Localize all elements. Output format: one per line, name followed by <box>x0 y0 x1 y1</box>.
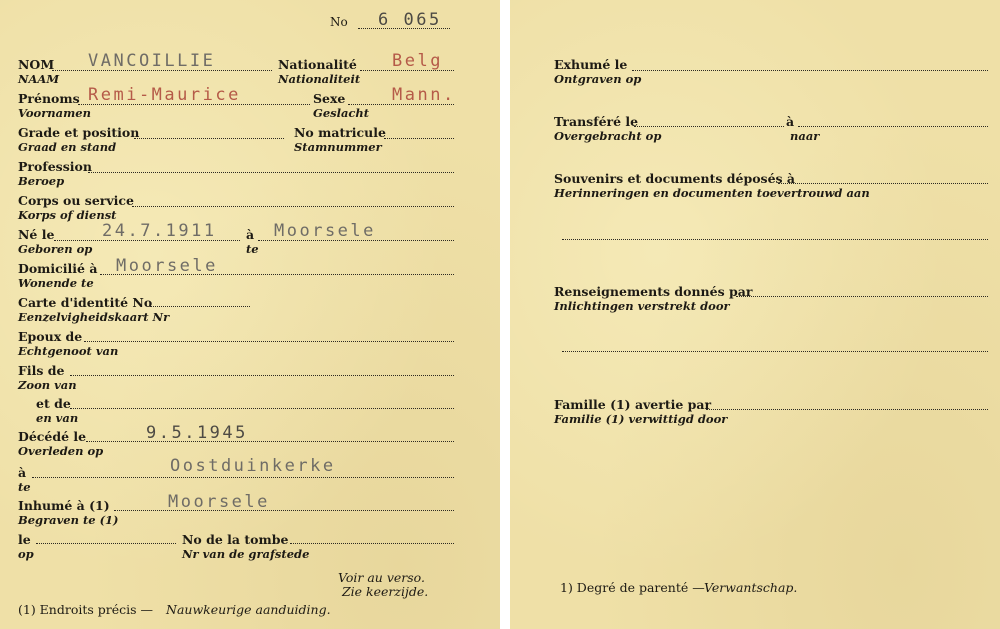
transfere-a-label: à <box>786 114 795 129</box>
matricule-label: No matricule <box>294 125 386 140</box>
voornamen-label: Voornamen <box>18 106 91 120</box>
epoux-label: Epoux de <box>18 329 83 344</box>
graad-label: Graad en stand <box>18 140 117 154</box>
geslacht-label: Geslacht <box>313 106 370 120</box>
prenoms-label: Prénoms <box>18 91 80 106</box>
domicile-label: Domicilié à <box>18 261 98 276</box>
echtgenoot-label: Echtgenoot van <box>18 344 119 358</box>
birth-te-label: te <box>246 242 259 256</box>
ne-value: 24.7.1911 <box>102 221 217 241</box>
beroep-label: Beroep <box>18 174 65 188</box>
deathplace-value: Oostduinkerke <box>170 456 336 476</box>
etde-label: et de <box>36 396 71 411</box>
profession-label: Profession <box>18 159 92 174</box>
renseignements-label: Renseignements donnés par <box>554 284 753 299</box>
exhume-label: Exhumé le <box>554 57 628 72</box>
verso-fr-text: Voir au verso. <box>338 570 425 585</box>
le-label: le <box>18 532 31 547</box>
nationaliteit-label: Nationaliteit <box>278 72 361 86</box>
record-card-back <box>510 0 1000 629</box>
number-value: 6 065 <box>378 10 442 30</box>
death-a-label: à <box>18 465 27 480</box>
carte-label: Carte d'identité No <box>18 295 153 310</box>
zoon-label: Zoon van <box>18 378 77 392</box>
number-line <box>358 28 450 29</box>
nationalite-value: Belg <box>392 51 443 71</box>
birth-a-label: à <box>246 227 255 242</box>
inlichtingen-label: Inlichtingen verstrekt door <box>554 299 730 313</box>
nationalite-label: Nationalité <box>278 57 357 72</box>
grafstede-label: Nr van de grafstede <box>182 547 310 561</box>
right-footnote-fr: 1) Degré de parenté — <box>560 580 705 595</box>
geboren-label: Geboren op <box>18 242 93 256</box>
inhume-value: Moorsele <box>168 492 270 512</box>
famille-label: Famille (1) avertie par <box>554 397 712 412</box>
grade-label: Grade et position <box>18 125 140 140</box>
domicile-value: Moorsele <box>116 256 218 276</box>
wonende-label: Wonende te <box>18 276 94 290</box>
stamnummer-label: Stamnummer <box>294 140 382 154</box>
inhume-label: Inhumé à (1) <box>18 498 110 513</box>
eenzelvigheidskaart-label: Eenzelvigheidskaart Nr <box>18 310 170 324</box>
transfere-label: Transféré le <box>554 114 639 129</box>
overgebracht-label: Overgebracht op <box>554 129 662 143</box>
souvenirs-label: Souvenirs et documents déposés à <box>554 171 796 186</box>
left-footnote-nl: Nauwkeurige aanduiding. <box>166 602 331 617</box>
fils-label: Fils de <box>18 363 65 378</box>
ontgraven-label: Ontgraven op <box>554 72 642 86</box>
number-label: No <box>330 15 348 29</box>
korps-label: Korps of dienst <box>18 208 117 222</box>
corps-label: Corps ou service <box>18 193 134 208</box>
death-te-label: te <box>18 480 31 494</box>
decede-label: Décédé le <box>18 429 87 444</box>
verso-nl-text: Zie keerzijde. <box>342 584 429 599</box>
op-label: op <box>18 547 34 561</box>
nom-value: VANCOILLIE <box>88 51 216 71</box>
herinneringen-label: Herinneringen en documenten toevertrouwd aan <box>554 186 870 200</box>
sexe-label: Sexe <box>313 91 346 106</box>
right-footnote-nl: Verwantschap. <box>704 580 798 595</box>
envan-label: en van <box>36 411 79 425</box>
familie-label: Familie (1) verwittigd door <box>554 412 728 426</box>
decede-value: 9.5.1945 <box>146 423 248 443</box>
ne-label: Né le <box>18 227 55 242</box>
overleden-label: Overleden op <box>18 444 104 458</box>
naam-label: NAAM <box>18 72 60 86</box>
tombe-label: No de la tombe <box>182 532 289 547</box>
nom-label: NOM <box>18 57 55 72</box>
left-footnote-fr: (1) Endroits précis — <box>18 602 154 617</box>
naar-label: naar <box>790 129 820 143</box>
prenoms-value: Remi-Maurice <box>88 85 241 105</box>
begraven-label: Begraven te (1) <box>18 513 119 527</box>
birthplace-value: Moorsele <box>274 221 376 241</box>
sexe-value: Mann. <box>392 85 456 105</box>
